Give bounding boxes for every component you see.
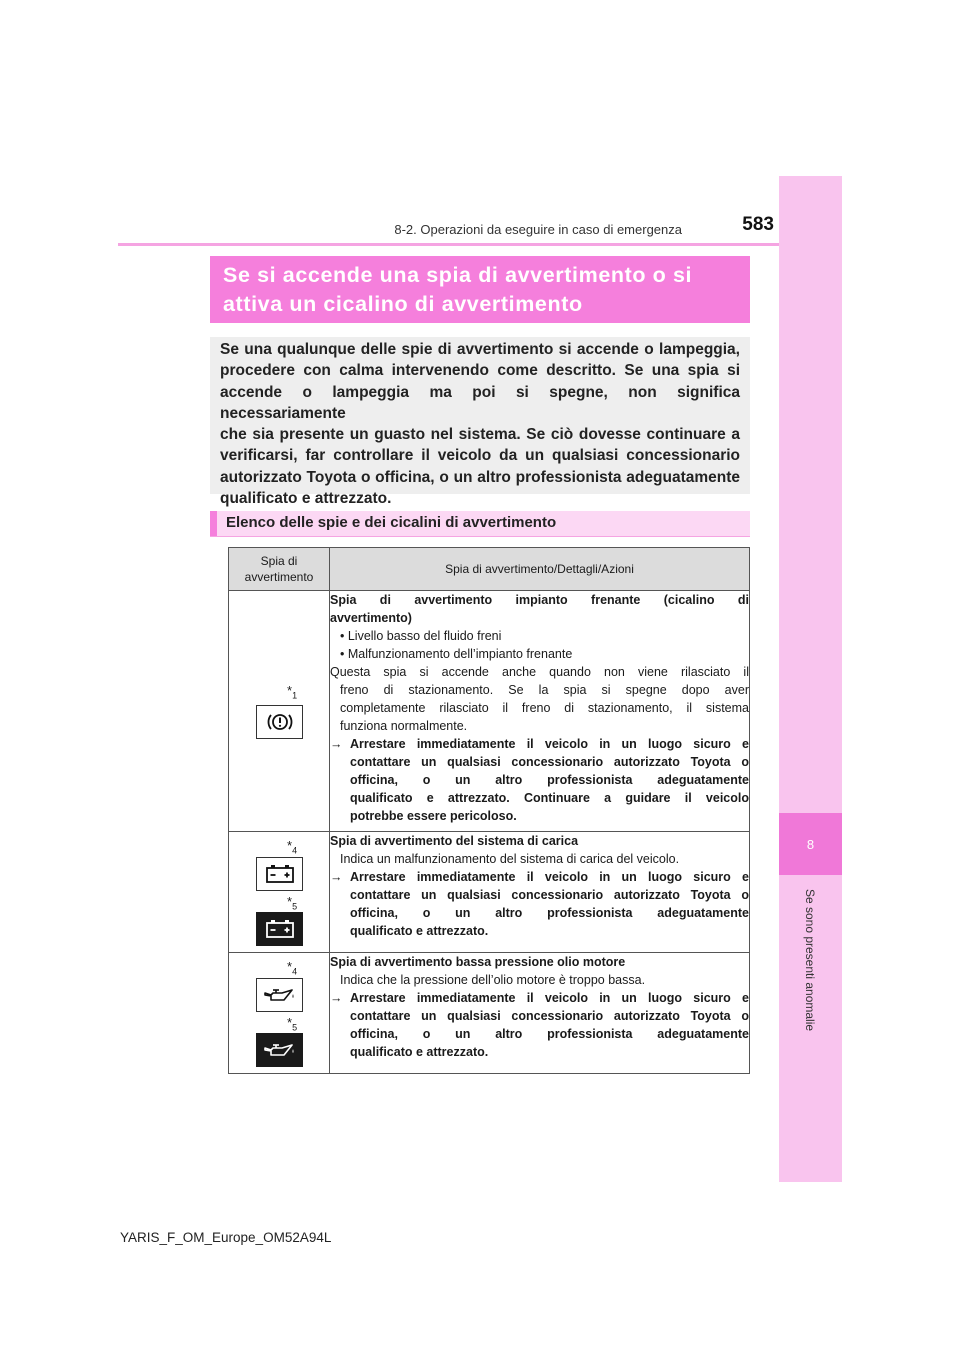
action-line: qualificato e attrezzato. — [350, 1045, 489, 1059]
warning-detail: Indica che la pressione dell’olio motore è troppo bassa. — [340, 973, 646, 987]
footnote-mark: $*_4$ — [287, 959, 298, 977]
col-header-warning-light — [229, 548, 330, 591]
action-line: officina, o un altro professionista adeguatamente — [350, 906, 749, 920]
warning-title: Spia di avvertimento del sistema di carica — [330, 834, 579, 848]
subheading-text: Elenco delle spie e dei cicalini di avvertimento — [226, 514, 557, 531]
footnote-mark: $*_4$ — [287, 838, 298, 856]
subheading — [210, 511, 750, 537]
warning-lights-table — [228, 547, 750, 1074]
warning-detail-oil-pressure — [330, 953, 750, 1074]
chapter-number: 8 — [806, 836, 815, 852]
warning-detail-brake — [330, 591, 750, 832]
document-code: YARIS_F_OM_Europe_OM52A94L — [120, 1230, 332, 1245]
note-line: completamente rilasciato il freno di stazionamento, il sistema — [340, 701, 749, 715]
brake-warning-icon — [256, 705, 303, 739]
action-line: potrebbe essere pericoloso. — [350, 809, 517, 823]
arrow-icon: → — [330, 991, 343, 1005]
intro-line: che sia presente un guasto nel sistema. Se ciò dovesse continuare a — [220, 426, 740, 444]
section-title — [210, 256, 750, 323]
action-line: contattare un qualsiasi concessionario autorizzato Toyota o — [350, 888, 749, 902]
bullet-item: • Livello basso del fluido freni — [340, 629, 502, 643]
intro-line: Se una qualunque delle spie di avvertimento si accende o lampeggia, — [220, 341, 740, 358]
action-line: qualificato e attrezzato. Continuare a guidare il veicolo — [350, 791, 749, 805]
footnote-mark: $*_5$ — [287, 894, 298, 912]
action-line: → Arrestare immediatamente il veicolo in un luogo sicuro e — [330, 991, 749, 1005]
action-line: officina, o un altro professionista adeguatamente — [350, 1027, 749, 1041]
page-number: 583 — [742, 214, 774, 235]
subheading-bar — [210, 511, 217, 536]
icon-cell — [229, 591, 330, 832]
warning-title: Spia di avvertimento bassa pressione olio motore — [330, 955, 626, 969]
action-line: contattare un qualsiasi concessionario autorizzato Toyota o — [350, 1009, 749, 1023]
table-row — [229, 591, 750, 832]
table-row — [229, 953, 750, 1074]
table-header-row — [229, 548, 750, 591]
action-line: → Arrestare immediatamente il veicolo in un luogo sicuro e — [330, 737, 749, 751]
chapter-label-tab — [779, 880, 842, 1040]
intro-line: autorizzato Toyota o officina, o un altro professionista adeguatamente — [220, 468, 740, 486]
header-divider — [118, 243, 779, 246]
section-title-line-1: Se si accende una spia di avvertimento o si — [223, 263, 693, 287]
section-title-line-2: attiva un cicalino di avvertimento — [223, 292, 583, 316]
intro-line: verificarsi, far controllare il veicolo da un qualsiasi concessionario — [220, 447, 740, 465]
intro-line: accende o lampeggia ma poi si spegne, non significa necessariamente — [220, 383, 740, 422]
oil-can-icon — [256, 978, 303, 1012]
header-section: 8-2. Operazioni da eseguire in caso di emergenza — [394, 222, 682, 237]
oil-can-icon-dark — [256, 1033, 303, 1067]
battery-icon-dark — [256, 912, 303, 946]
warning-title: Spia di avvertimento impianto frenante (cicalino di — [330, 593, 749, 607]
col-header-line: Spia di — [260, 554, 298, 568]
icon-cell — [229, 953, 330, 1074]
chapter-number-tab[interactable] — [779, 813, 842, 875]
warning-detail: Indica un malfunzionamento del sistema di carica del veicolo. — [340, 852, 680, 866]
warning-title: avvertimento) — [330, 611, 412, 625]
note-line: freno di stazionamento. Se la spia si spegne dopo aver — [340, 683, 749, 697]
action-line: officina, o un altro professionista adeguatamente — [350, 773, 749, 787]
arrow-icon: → — [330, 737, 343, 751]
action-line: → Arrestare immediatamente il veicolo in un luogo sicuro e — [330, 870, 749, 884]
battery-icon — [256, 857, 303, 891]
icon-cell — [229, 832, 330, 953]
action-line: qualificato e attrezzato. — [350, 924, 489, 938]
chapter-label: Se sono presenti anomalie — [803, 888, 818, 1032]
intro-line: procedere con calma intervenendo come descritto. Se una spia si — [220, 362, 740, 380]
intro-box — [210, 337, 750, 508]
intro-line: qualificato e attrezzato. — [220, 490, 392, 508]
col-header-line: avvertimento — [244, 570, 314, 584]
footnote-mark: $*_5$ — [287, 1015, 298, 1033]
action-line: contattare un qualsiasi concessionario autorizzato Toyota o — [350, 755, 749, 769]
note-line: funziona normalmente. — [340, 719, 468, 733]
arrow-icon: → — [330, 870, 343, 884]
col-header-details: Spia di avvertimento/Dettagli/Azioni — [330, 548, 750, 591]
bullet-item: • Malfunzionamento dell’impianto frenante — [340, 647, 573, 661]
note-line: Questa spia si accende anche quando non viene rilasciato il — [330, 665, 749, 679]
warning-detail-charging — [330, 832, 750, 953]
footnote-mark: $*_1$ — [287, 683, 298, 701]
table-row — [229, 832, 750, 953]
